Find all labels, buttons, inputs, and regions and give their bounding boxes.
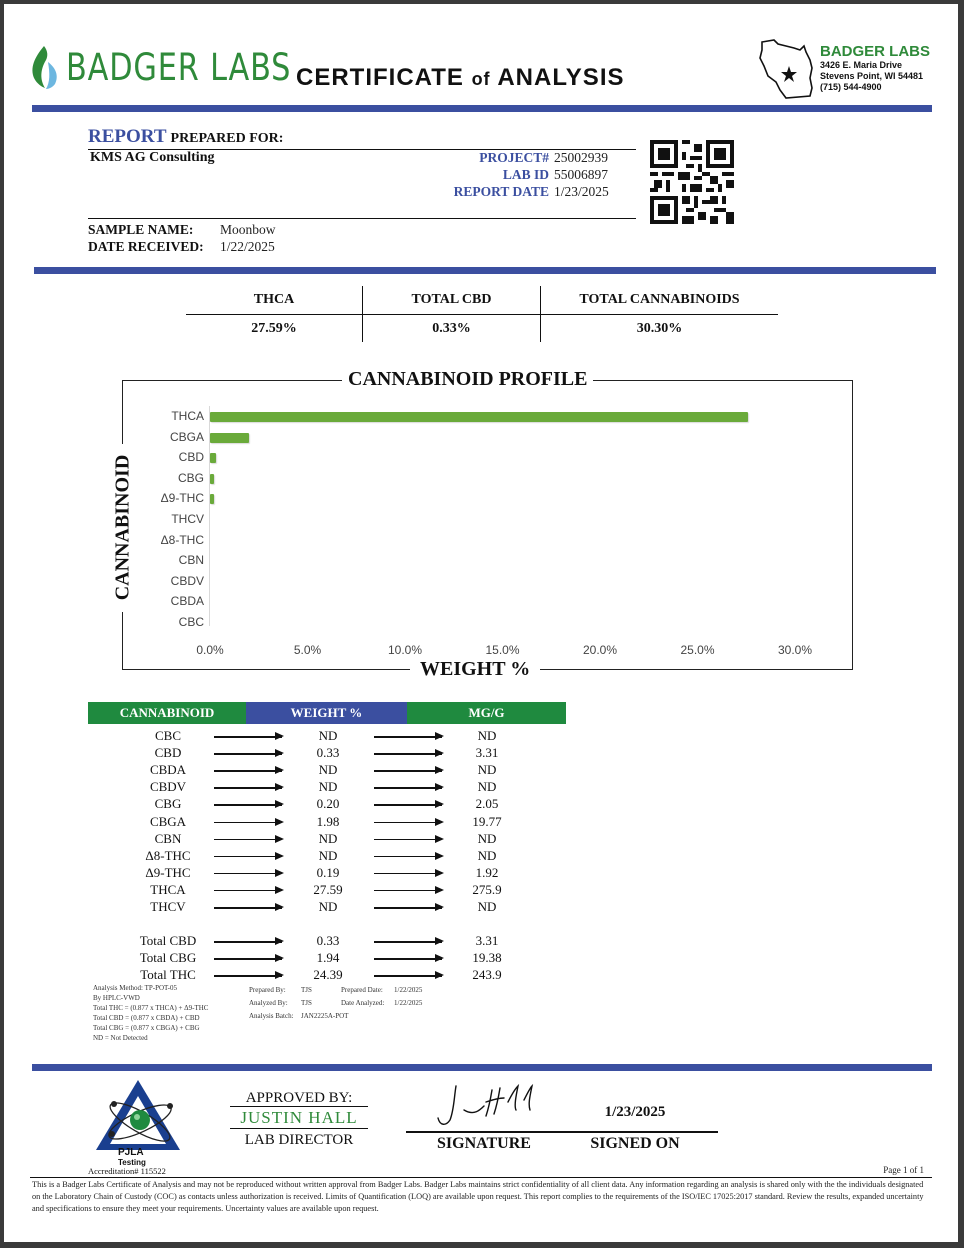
- cannabinoid-name: CBN: [154, 830, 182, 846]
- address-lab-name: BADGER LABS: [820, 43, 931, 60]
- date-analyzed-value: 1/22/2025: [394, 999, 423, 1007]
- note-by: By HPLC-VWD: [93, 994, 140, 1002]
- weight-value: ND: [318, 899, 338, 914]
- weight-value: ND: [318, 830, 338, 846]
- x-tick-label: 0.0%: [196, 643, 224, 657]
- table-row: [88, 745, 566, 762]
- sample-name-value: Moonbow: [220, 222, 276, 237]
- date-received-value: 1/22/2025: [220, 239, 275, 254]
- date-analyzed-label: Date Analyzed:: [341, 999, 385, 1007]
- client-name: KMS AG Consulting: [90, 150, 215, 165]
- x-tick-label: 20.0%: [582, 643, 618, 657]
- cannabinoid-name: THCV: [150, 899, 186, 914]
- bar-thca: [210, 412, 748, 422]
- certificate-page: [4, 4, 958, 1242]
- approver-title: LAB DIRECTOR: [244, 1132, 354, 1148]
- project-label: PROJECT#: [479, 150, 549, 165]
- table-header-weight: WEIGHT %: [246, 702, 407, 724]
- table-header-mg: MG/G: [407, 702, 566, 724]
- certificate-title: [296, 64, 625, 92]
- footer-rule: [30, 1177, 932, 1178]
- address-line2: Stevens Point, WI 54481: [820, 71, 924, 81]
- weight-value: 1.98: [316, 813, 340, 829]
- table-rows: [88, 728, 566, 984]
- table-row: [88, 779, 566, 796]
- bar-cbg: [210, 474, 214, 484]
- cannabinoid-name: Δ8-THC: [145, 847, 191, 863]
- y-tick-label: THCA: [171, 409, 204, 423]
- title-certificate: CERTIFICATE: [296, 64, 464, 91]
- table-row: [88, 933, 566, 950]
- report-date-label: REPORT DATE: [453, 184, 549, 199]
- qr-code-icon: [650, 140, 734, 224]
- y-tick-label: CBDV: [170, 573, 204, 588]
- note-method: Analysis Method: TP-POT-05: [93, 984, 178, 992]
- y-tick-label: CBN: [178, 553, 204, 568]
- table-row: [88, 848, 566, 865]
- prepared-by-label: Prepared By:: [249, 986, 286, 994]
- y-tick-label: CBGA: [169, 429, 204, 444]
- cannabinoid-name: CBD: [154, 745, 182, 761]
- note-nd: ND = Not Detected: [93, 1034, 148, 1042]
- chart-plot-area: [144, 400, 844, 660]
- approver-name-line: [230, 1128, 368, 1129]
- mg-value: 19.38: [472, 950, 502, 966]
- title-analysis: ANALYSIS: [497, 64, 625, 91]
- signature-label: SIGNATURE: [437, 1135, 531, 1152]
- mg-value: 2.05: [475, 796, 499, 812]
- chart-ylabel-text: CANNABINOID: [111, 454, 134, 601]
- chart-title: CANNABINOID PROFILE: [342, 368, 593, 391]
- table-row: [88, 950, 566, 967]
- weight-value: ND: [318, 847, 338, 863]
- analyzed-by-value: TJS: [301, 999, 312, 1007]
- signed-on-date: 1/23/2025: [604, 1104, 666, 1120]
- mg-value: 3.31: [475, 933, 499, 949]
- footer-disclaimer: This is a Badger Labs Certificate of Analysis and may not be reproduced without written approval from Badger Labs. Badger Labs maintains strict confidentiality of all client data. Any information regarding an analysis is shared only with the the individuals designated on the Laboratory Chain of Custody (COC) as contacts unless authorization is received. Limits of Quantification (LOQ) are available upon request. This report complies to the requirements of the ISO/IEC 17025:2017 standard. Review the results, expanded uncertainty and specifications to ensure they meet your requirements. Uncertainty values are available upon request.: [32, 1180, 924, 1213]
- prepared-date-value: 1/22/2025: [394, 986, 423, 994]
- y-tick-label: Δ9-THC: [160, 491, 204, 506]
- bar--9-thc: [210, 494, 214, 504]
- info-divider: [34, 267, 936, 274]
- cannabinoid-name: CBC: [154, 728, 181, 743]
- y-tick-label: Δ8-THC: [160, 532, 204, 547]
- weight-value: 0.19: [316, 864, 340, 880]
- analysis-info: [249, 985, 449, 1025]
- note-formula-thc: Total THC = (0.877 x THCA) + Δ9-THC: [93, 1004, 209, 1012]
- signed-on-label: SIGNED ON: [590, 1135, 680, 1152]
- table-row: [88, 865, 566, 882]
- weight-value: 0.20: [316, 796, 340, 812]
- pjla-label: PJLA: [118, 1147, 144, 1158]
- weight-value: 1.94: [316, 950, 340, 966]
- table-row: [88, 882, 566, 899]
- cannabinoid-name: CBGA: [149, 813, 187, 829]
- mg-value: 275.9: [472, 881, 502, 897]
- pjla-testing: Testing: [118, 1158, 146, 1167]
- title-of: of: [471, 69, 491, 89]
- mg-value: 3.31: [475, 745, 499, 761]
- table-row: [88, 967, 566, 984]
- approver-name: JUSTIN HALL: [240, 1108, 358, 1127]
- note-formula-cbg: Total CBG = (0.877 x CBGA) + CBG: [93, 1024, 200, 1032]
- bar-cbga: [210, 433, 249, 443]
- report-heading: [88, 126, 283, 148]
- date-received-label: DATE RECEIVED:: [88, 239, 204, 254]
- summary-value-total-cannabinoids: 30.30%: [636, 321, 683, 336]
- x-tick-label: 5.0%: [293, 643, 322, 657]
- wisconsin-map-icon: [756, 36, 818, 102]
- weight-value: ND: [318, 779, 338, 795]
- address-phone: (715) 544-4900: [820, 82, 882, 92]
- mg-value: ND: [477, 728, 497, 743]
- report-info-underline: [88, 218, 636, 219]
- x-tick-label: 30.0%: [777, 643, 813, 657]
- lab-id-value: 55006897: [554, 167, 608, 182]
- summary-header-thca: THCA: [253, 292, 295, 307]
- prepared-date-label: Prepared Date:: [341, 986, 383, 994]
- page-number: Page 1 of 1: [883, 1165, 924, 1175]
- sample-name-label: SAMPLE NAME:: [88, 222, 194, 237]
- accreditation-number: Accreditation# 115522: [88, 1166, 166, 1176]
- summary-value-total-cbd: 0.33%: [432, 321, 471, 336]
- bar-cbd: [210, 453, 216, 463]
- summary-header-total-cannabinoids: TOTAL CANNABINOIDS: [579, 292, 740, 307]
- method-notes: [93, 983, 208, 1043]
- mg-value: 1.92: [475, 864, 499, 880]
- note-formula-cbd: Total CBD = (0.877 x CBDA) + CBD: [93, 1014, 200, 1022]
- prepared-by-value: TJS: [301, 986, 312, 994]
- mg-value: ND: [477, 847, 497, 863]
- cannabinoid-name: CBDA: [149, 762, 187, 778]
- table-header-cannabinoid: CANNABINOID: [88, 702, 246, 724]
- mg-value: ND: [477, 762, 497, 778]
- weight-value: ND: [318, 728, 338, 743]
- weight-value: 0.33: [316, 933, 340, 949]
- mg-value: 243.9: [472, 967, 502, 983]
- badger-labs-logo: [28, 44, 292, 94]
- chart-xlabel: WEIGHT %: [410, 658, 540, 681]
- results-table: [88, 702, 566, 984]
- cannabinoid-name: CBDV: [149, 779, 187, 795]
- summary-header-total-cbd: TOTAL CBD: [411, 292, 492, 307]
- lab-address: [820, 44, 950, 93]
- signature-icon: [434, 1080, 544, 1130]
- pjla-logo-icon: [90, 1076, 186, 1154]
- cannabinoid-name: CBG: [154, 796, 182, 812]
- x-tick-label: 25.0%: [680, 643, 715, 657]
- table-row: [88, 796, 566, 813]
- mg-value: ND: [477, 899, 497, 914]
- footer-divider: [32, 1064, 932, 1071]
- report-word: REPORT: [88, 126, 167, 147]
- header-divider: [32, 105, 932, 112]
- lab-id-label: LAB ID: [502, 167, 549, 182]
- prepared-for-label: PREPARED FOR:: [170, 131, 284, 146]
- table-row: [88, 899, 566, 916]
- approved-by-line: [230, 1106, 368, 1107]
- weight-value: ND: [318, 762, 338, 778]
- cannabinoid-name: Total THC: [140, 967, 196, 983]
- cannabinoid-name: THCA: [150, 881, 186, 897]
- table-row: [88, 814, 566, 831]
- summary-table: [186, 286, 778, 342]
- leaf-icon: [28, 44, 62, 90]
- y-tick-label: CBD: [178, 450, 204, 465]
- weight-value: 27.59: [313, 881, 343, 897]
- approved-by-label: APPROVED BY:: [245, 1090, 353, 1106]
- report-date-value: 1/23/2025: [554, 184, 609, 199]
- y-tick-label: CBG: [177, 470, 204, 485]
- weight-value: 0.33: [316, 745, 340, 761]
- y-tick-label: CBDA: [170, 594, 204, 609]
- table-row: [88, 762, 566, 779]
- analyzed-by-label: Analyzed By:: [249, 999, 288, 1007]
- mg-value: ND: [477, 779, 497, 795]
- project-value: 25002939: [554, 150, 608, 165]
- logo-text: BADGER LABS: [66, 46, 292, 89]
- y-tick-label: THCV: [171, 512, 204, 526]
- summary-value-thca: 27.59%: [251, 321, 297, 336]
- x-tick-label: 15.0%: [485, 643, 520, 657]
- y-tick-label: CBC: [178, 615, 204, 629]
- cannabinoid-name: Total CBD: [139, 933, 197, 949]
- signature-line: [406, 1131, 718, 1133]
- mg-value: 19.77: [472, 813, 502, 829]
- weight-value: 24.39: [313, 967, 343, 983]
- x-tick-label: 10.0%: [387, 643, 423, 657]
- mg-value: ND: [477, 830, 497, 846]
- table-row: [88, 728, 566, 745]
- cannabinoid-name: Δ9-THC: [145, 864, 191, 880]
- analysis-batch-value: JAN2225A-POT: [301, 1012, 349, 1020]
- analysis-batch-label: Analysis Batch:: [249, 1012, 294, 1020]
- chart-ylabel: [111, 444, 135, 612]
- address-line1: 3426 E. Maria Drive: [820, 60, 903, 70]
- table-row: [88, 831, 566, 848]
- cannabinoid-name: Total CBG: [139, 950, 197, 966]
